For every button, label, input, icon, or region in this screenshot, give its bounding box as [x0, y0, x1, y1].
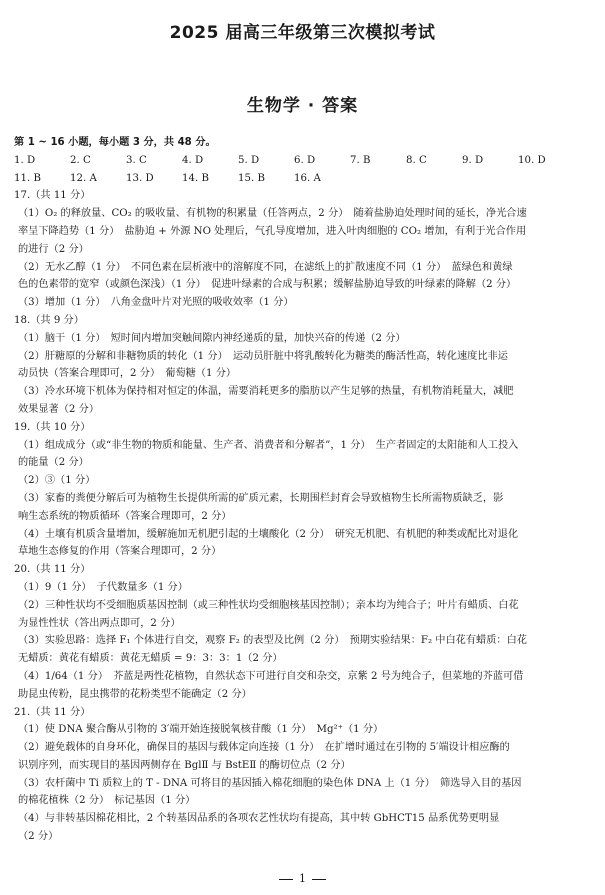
mc-answer: 2. C — [70, 154, 91, 166]
question-19-line: （2）③（1 分） — [18, 475, 96, 487]
question-18-line: （2）肝糖原的分解和非糖物质的转化（1 分） 运动员肝脏中将乳酸转化为糖类的酶活性高，转化速度比非运 — [18, 350, 508, 362]
question-18-line: 动员快（答案合理即可，2 分） 葡萄糖（1 分） — [18, 368, 237, 380]
question-17-line: 率呈下降趋势（1 分） 盐胁迫 + 外源 NO 处理后，气孔导度增加，进入叶肉细胞的 CO₂ 增加，有利于光合作用 — [18, 225, 527, 237]
mc-intro: 第 1 ~ 16 小题，每小题 3 分，共 48 分。 — [14, 137, 216, 148]
question-19-head: 19.（共 10 分） — [14, 421, 91, 433]
question-21-line: （2 分） — [18, 831, 59, 843]
question-17-line: 色的色素带的宽窄（或颜色深浅）（1 分） 促进叶绿素的合成与积累；缓解盐胁迫导致的叶绿素的降解（2 分） — [18, 279, 517, 291]
footer-dash-right — [312, 879, 326, 880]
question-17-line: （3）增加（1 分） 八角金盘叶片对光照的吸收效率（1 分） — [18, 297, 294, 309]
subject-title: 生物学 · 答案 — [246, 96, 359, 116]
footer-dash-left — [279, 879, 293, 880]
mc-answer: 9. D — [462, 154, 484, 166]
question-20-line: （2）三种性状均不受细胞质基因控制（或三种性状均受细胞核基因控制）；亲本均为纯合子；叶片有蜡质、白花 — [18, 599, 519, 611]
question-17-line: 的进行（2 分） — [18, 243, 89, 255]
mc-answer: 16. A — [294, 172, 321, 184]
mc-answer: 4. D — [182, 154, 204, 166]
question-21-head: 21.（共 11 分） — [14, 706, 91, 718]
question-20-line: （1）9（1 分） 子代数量多（1 分） — [18, 581, 188, 593]
mc-answer: 11. B — [14, 172, 41, 184]
mc-answer: 10. D — [518, 154, 546, 166]
question-21-line: （1）使 DNA 聚合酶从引物的 3′端开始连接脱氧核苷酸（1 分） Mg²⁺（1 分） — [18, 724, 384, 736]
mc-answer: 6. D — [294, 154, 316, 166]
question-21-line: 的棉花植株（2 分） 标记基因（1 分） — [18, 795, 196, 807]
question-21-line: （4）与非转基因棉花相比，2 个转基因品系的各项农艺性状均有提高，其中转 GbHCT15 品系优势更明显 — [18, 813, 500, 825]
question-20-line: （4）1/64（1 分） 芥蓝是两性花植物，自然状态下可进行自交和杂交，京紫 2 号为纯合子，但菜地的芥蓝可借 — [18, 670, 524, 682]
mc-answer: 13. D — [126, 172, 154, 184]
question-19-line: （1）组成成分（或“非生物的物质和能量、生产者、消费者和分解者”，1 分） 生产者固定的太阳能和人工投入 — [18, 439, 519, 451]
question-20-line: 无蜡质：黄花有蜡质：黄花无蜡质 = 9：3：3：1（2 分） — [18, 653, 283, 665]
page-footer — [0, 872, 605, 885]
question-21-line: 识别序列，而实现目的基因两侧存在 BglⅡ 与 BstEⅡ 的酶切位点（2 分） — [18, 759, 351, 771]
question-18-line: （1）脑干（1 分） 短时间内增加突触间隙内神经递质的量，加快兴奋的传递（2 分） — [18, 332, 406, 344]
mc-answer: 15. B — [238, 172, 265, 184]
question-21-line: （2）避免载体的自身环化，确保目的基因与载体定向连接（1 分） 在扩增时通过在引物的 5′端设计相应酶的 — [18, 742, 510, 754]
mc-answer-grid — [14, 152, 574, 188]
mc-answer: 5. D — [238, 154, 260, 166]
question-17-line: （2）无水乙醇（1 分） 不同色素在层析液中的溶解度不同，在滤纸上的扩散速度不同（1 分） 蓝绿色和黄绿 — [18, 261, 513, 273]
mc-answer: 12. A — [70, 172, 97, 184]
mc-answer: 3. C — [126, 154, 147, 166]
question-17-head: 17.（共 11 分） — [14, 190, 91, 202]
mc-answer: 8. C — [406, 154, 427, 166]
question-20-line: 助昆虫传粉，昆虫携带的花粉类型不能确定（2 分） — [18, 688, 252, 700]
mc-answer: 1. D — [14, 154, 36, 166]
question-21-line: （3）农杆菌中 Ti 质粒上的 T - DNA 可将目的基因插入棉花细胞的染色体 DNA 上（1 分） 筛选导入目的基因 — [18, 777, 522, 789]
exam-title: 2025 届高三年级第三次模拟考试 — [169, 23, 436, 43]
question-17-line: （1）O₂ 的释放量、CO₂ 的吸收量、有机物的积累量（任答两点，2 分） 随着盐胁迫处理时间的延长，净光合速 — [18, 208, 527, 220]
page-number: 1 — [299, 872, 306, 885]
question-18-line: 效果显著（2 分） — [18, 403, 100, 415]
question-19-line: （3）家畜的粪便分解后可为植物生长提供所需的矿质元素，长期围栏封育会导致植物生长所需物质缺乏，影 — [18, 492, 504, 504]
question-18-line: （3）冷水环境下机体为保持相对恒定的体温，需要消耗更多的脂肪以产生足够的热量，有机物消耗量大，减肥 — [18, 386, 514, 398]
question-20-line: （3）实验思路：选择 F₁ 个体进行自交，观察 F₂ 的表型及比例（2 分） 预期实验结果：F₂ 中白花有蜡质：白花 — [18, 635, 527, 647]
question-20-line: 为显性性状（答出两点即可，2 分） — [18, 617, 181, 629]
question-18-head: 18.（共 9 分） — [14, 314, 84, 326]
question-19-line: 草地生态修复的作用（答案合理即可，2 分） — [18, 546, 222, 558]
question-19-line: 的能量（2 分） — [18, 457, 89, 469]
mc-answer: 14. B — [182, 172, 209, 184]
answer-content — [14, 134, 592, 846]
question-19-line: （4）土壤有机质含量增加，缓解施加无机肥引起的土壤酸化（2 分） 研究无机肥、有机肥的种类或配比对退化 — [18, 528, 519, 540]
mc-answer: 7. B — [350, 154, 371, 166]
question-19-line: 响生态系统的物质循环（答案合理即可，2 分） — [18, 510, 232, 522]
question-20-head: 20.（共 11 分） — [14, 564, 91, 576]
